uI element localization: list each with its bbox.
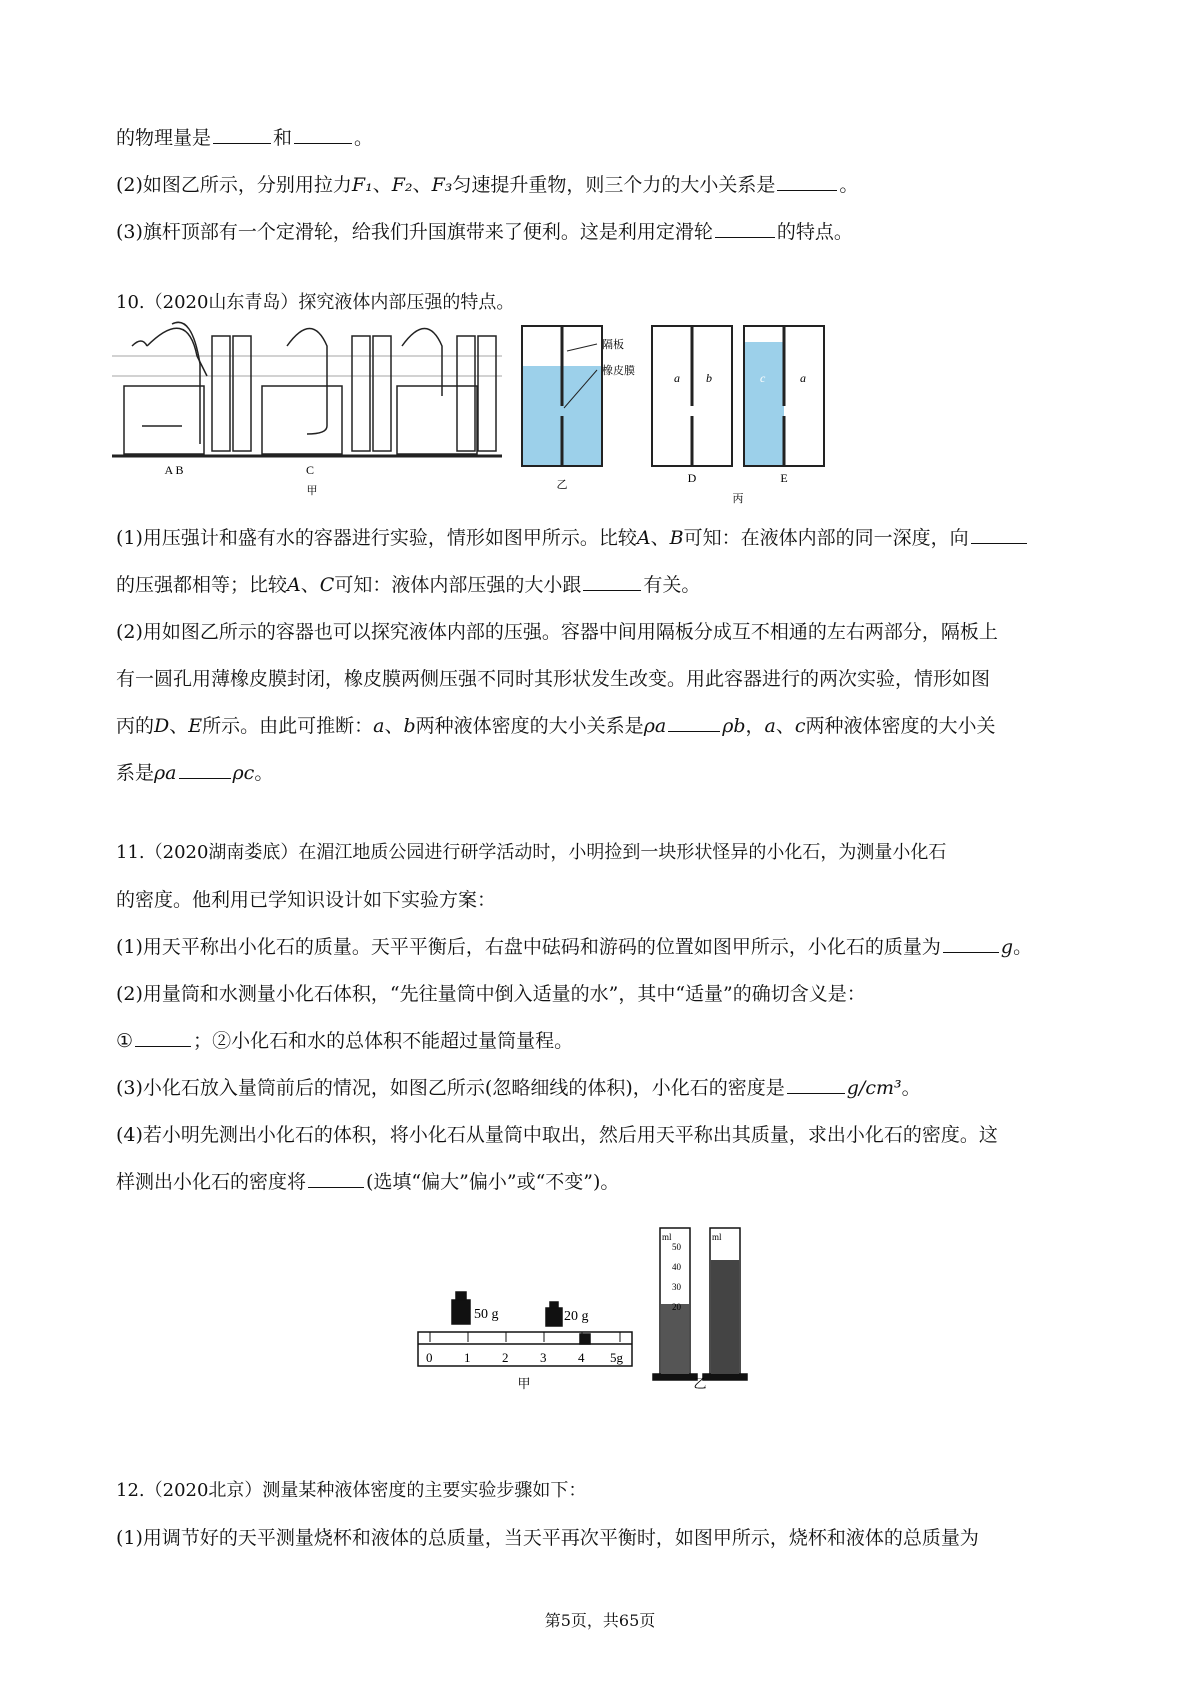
math-var: E bbox=[188, 715, 203, 737]
label-jia: 甲 bbox=[517, 1376, 531, 1391]
math-var: F₂ bbox=[391, 174, 413, 196]
q10-title: 10.（2020山东青岛）探究液体内部压强的特点。 bbox=[116, 292, 515, 313]
text: (1)用压强计和盛有水的容器进行实验，情形如图甲所示。比较 bbox=[116, 527, 637, 549]
text: (3)小化石放入量筒前后的情况，如图乙所示(忽略细线的体积)，小化石的密度是 bbox=[116, 1077, 785, 1099]
scale-30: 30 bbox=[672, 1282, 681, 1292]
answer-blank[interactable] bbox=[583, 572, 641, 591]
math-var: a bbox=[764, 715, 776, 737]
unit: g bbox=[1000, 936, 1014, 958]
q11-part1 bbox=[116, 934, 1032, 960]
text: 、 bbox=[300, 574, 320, 596]
answer-blank[interactable] bbox=[179, 760, 231, 779]
q9-line-a bbox=[116, 125, 373, 151]
tick-5g: 5g bbox=[610, 1350, 623, 1365]
math-var: ρb bbox=[722, 715, 746, 737]
text: ， bbox=[745, 715, 765, 737]
text: 、 bbox=[775, 715, 795, 737]
answer-blank[interactable] bbox=[294, 125, 352, 144]
text: ② bbox=[212, 1030, 232, 1052]
math-var: C bbox=[319, 574, 335, 596]
text: 。 bbox=[901, 1077, 921, 1099]
tick-4: 4 bbox=[578, 1350, 585, 1365]
text: (选填“偏大”偏小”或“不变”)。 bbox=[366, 1171, 620, 1193]
text: ① bbox=[116, 1030, 134, 1052]
tick-1: 1 bbox=[464, 1350, 471, 1365]
q10-part2-l4 bbox=[116, 760, 273, 786]
text: 可知：液体内部压强的大小跟 bbox=[334, 574, 582, 596]
q9-part2 bbox=[116, 172, 858, 198]
label-xiangpimo: 橡皮膜 bbox=[602, 365, 635, 377]
q11-title-l2: 的密度。他利用已学知识设计如下实验方案： bbox=[116, 889, 497, 911]
label-geban: 隔板 bbox=[602, 339, 624, 351]
answer-blank[interactable] bbox=[777, 172, 837, 191]
text: 两种液体密度的大小关系是 bbox=[415, 715, 644, 737]
weight-20g-label: 20 g bbox=[564, 1309, 589, 1324]
math-var: F₁ bbox=[351, 174, 373, 196]
math-var: F₃ bbox=[431, 174, 453, 196]
answer-blank[interactable] bbox=[668, 713, 720, 732]
math-var: A bbox=[636, 527, 651, 549]
q12-part1: (1)用调节好的天平测量烧杯和液体的总质量，当天平再次平衡时，如图甲所示，烧杯和液体的总质量为 bbox=[116, 1527, 979, 1549]
text: 有关。 bbox=[643, 574, 701, 596]
label-liquid-b: b bbox=[706, 371, 712, 385]
label-yi: 乙 bbox=[556, 479, 568, 491]
page-footer: 第5页，共65页 bbox=[544, 1611, 656, 1630]
q10-part1-l2 bbox=[116, 572, 700, 598]
text: 两种液体密度的大小关 bbox=[805, 715, 996, 737]
q11-title-l1: 11.（2020湖南娄底）在湄江地质公园进行研学活动时，小明捡到一块形状怪异的小化石，为测量小化石 bbox=[116, 842, 947, 863]
label-bing: 丙 bbox=[732, 493, 744, 505]
q11-part2-l2 bbox=[116, 1028, 573, 1054]
q11-part4-l2 bbox=[116, 1169, 619, 1195]
weight-50g-label: 50 g bbox=[474, 1307, 499, 1322]
q10-part2-l3 bbox=[116, 713, 996, 739]
label-liquid-a: a bbox=[674, 371, 680, 385]
text: 的物理量是 bbox=[116, 127, 212, 149]
label-c: C bbox=[305, 463, 315, 477]
text: (1)用天平称出小化石的质量。天平平衡后，右盘中砝码和游码的位置如图甲所示，小化石的质量为 bbox=[116, 936, 941, 958]
text: 可知：在液体内部的同一深度，向 bbox=[683, 527, 969, 549]
q10-part1-l1 bbox=[116, 525, 1029, 551]
math-var: D bbox=[154, 715, 170, 737]
text: ； bbox=[193, 1030, 213, 1052]
text: (3)旗杆顶部有一个定滑轮，给我们升国旗带来了便利。这是利用定滑轮 bbox=[116, 221, 713, 243]
ml-label-1: ml bbox=[662, 1232, 672, 1242]
answer-blank[interactable] bbox=[787, 1075, 845, 1094]
math-var: b bbox=[403, 715, 416, 737]
label-d: D bbox=[687, 471, 697, 485]
scale-50: 50 bbox=[672, 1242, 681, 1252]
answer-blank[interactable] bbox=[308, 1169, 364, 1188]
q10-part2-l1: (2)用如图乙所示的容器也可以探究液体内部的压强。容器中间用隔板分成互不相通的左右两部分，隔板上 bbox=[116, 621, 998, 643]
text: 样测出小化石的密度将 bbox=[116, 1171, 307, 1193]
answer-blank[interactable] bbox=[971, 525, 1027, 544]
label-e: E bbox=[780, 471, 788, 485]
text: 。 bbox=[354, 127, 374, 149]
label-liquid-a2: a bbox=[800, 371, 806, 385]
q11-part2-l1: (2)用量筒和水测量小化石体积，“先往量筒中倒入适量的水”，其中“适量”的确切含义是： bbox=[116, 983, 866, 1005]
q10-part2-l2: 有一圆孔用薄橡皮膜封闭，橡皮膜两侧压强不同时其形状发生改变。用此容器进行的两次实验，情形如图 bbox=[116, 668, 991, 690]
math-var: c bbox=[794, 715, 806, 737]
text: 、 bbox=[384, 715, 404, 737]
text: 、 bbox=[650, 527, 670, 549]
label-ab: A B bbox=[164, 463, 184, 477]
text: 、 bbox=[169, 715, 189, 737]
answer-blank[interactable] bbox=[135, 1028, 191, 1047]
q11-part4-l1: (4)若小明先测出小化石的体积，将小化石从量筒中取出，然后用天平称出其质量，求出小化石的密度。这 bbox=[116, 1124, 998, 1146]
answer-blank[interactable] bbox=[213, 125, 271, 144]
tick-0: 0 bbox=[426, 1350, 433, 1365]
text: 丙的 bbox=[116, 715, 155, 737]
text: 。 bbox=[839, 174, 859, 196]
label-yi: 乙 bbox=[693, 1376, 707, 1391]
text: 的特点。 bbox=[776, 221, 853, 243]
text: 所示。由此可推断： bbox=[202, 715, 374, 737]
text: (2)如图乙所示，分别用拉力 bbox=[116, 174, 352, 196]
ml-label-2: ml bbox=[712, 1232, 722, 1242]
q10-figure bbox=[112, 316, 982, 516]
text: 的压强都相等；比较 bbox=[116, 574, 288, 596]
text: 。 bbox=[1013, 936, 1033, 958]
scale-20: 20 bbox=[672, 1302, 681, 1312]
unit: g/cm³ bbox=[846, 1077, 902, 1099]
answer-blank[interactable] bbox=[943, 934, 999, 953]
text: 、 bbox=[412, 174, 432, 196]
text: 和 bbox=[273, 127, 293, 149]
label-jia: 甲 bbox=[306, 485, 318, 497]
text: 。 bbox=[254, 762, 274, 784]
tick-2: 2 bbox=[502, 1350, 509, 1365]
q11-figure bbox=[410, 1220, 790, 1395]
math-var: A bbox=[287, 574, 301, 596]
math-var: B bbox=[669, 527, 684, 549]
text: 小化石和水的总体积不能超过量筒量程。 bbox=[231, 1030, 574, 1052]
tick-3: 3 bbox=[540, 1350, 547, 1365]
text: 、 bbox=[372, 174, 392, 196]
q11-part3 bbox=[116, 1075, 921, 1101]
math-var: ρa bbox=[643, 715, 667, 737]
text: 系是 bbox=[116, 762, 155, 784]
math-var: ρc bbox=[232, 762, 255, 784]
scale-40: 40 bbox=[672, 1262, 681, 1272]
label-liquid-c: c bbox=[760, 371, 766, 385]
q12-title: 12.（2020北京）测量某种液体密度的主要实验步骤如下： bbox=[116, 1480, 587, 1501]
text: 匀速提升重物，则三个力的大小关系是 bbox=[452, 174, 776, 196]
math-var: ρa bbox=[154, 762, 177, 784]
math-var: a bbox=[373, 715, 385, 737]
answer-blank[interactable] bbox=[715, 219, 775, 238]
q9-part3 bbox=[116, 219, 853, 245]
